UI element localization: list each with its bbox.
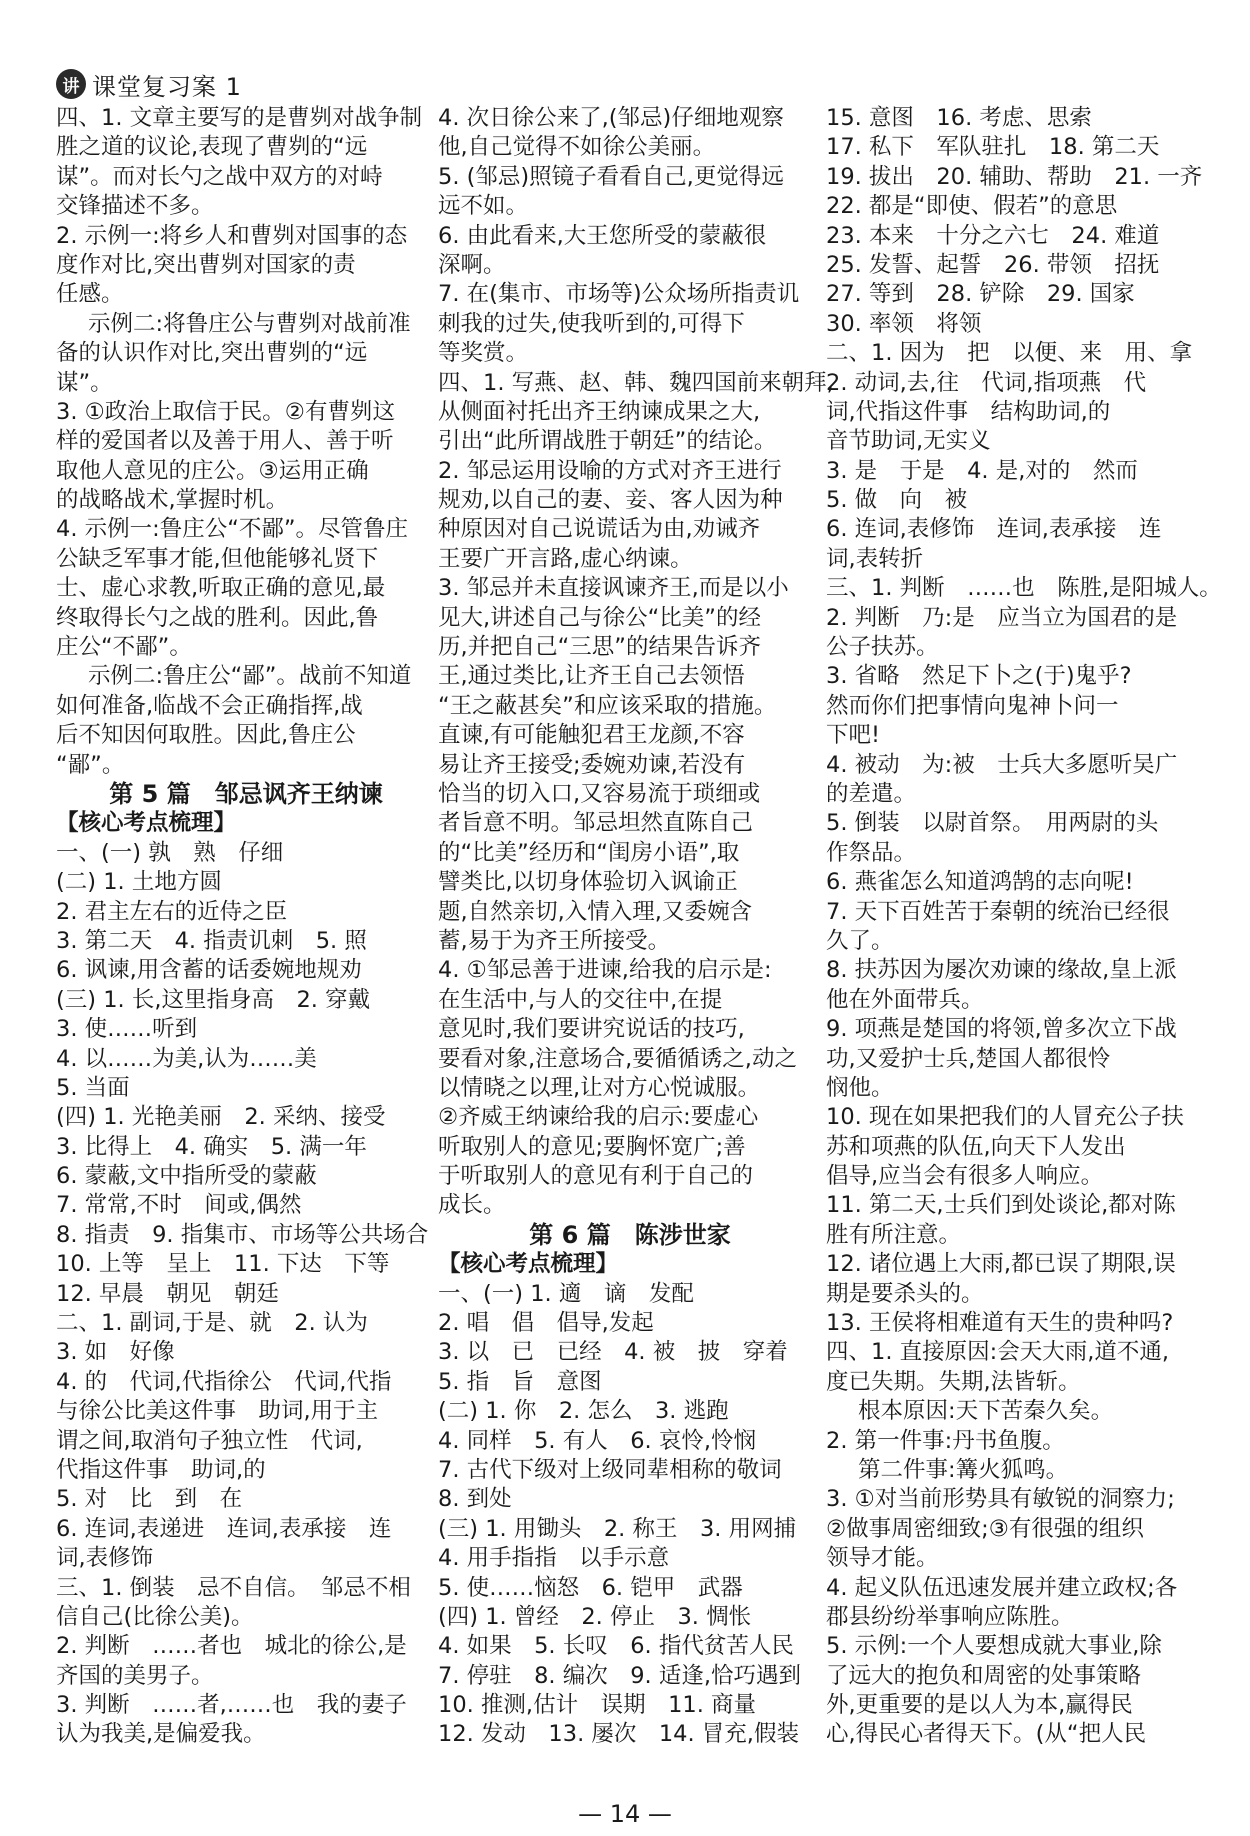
- text-line: 词,表转折: [826, 545, 924, 572]
- text-line: 4. 以……为美,认为……美: [56, 1045, 317, 1072]
- text-line: 郡县纷纷举事响应陈胜。: [826, 1603, 1074, 1630]
- text-line: 10. 上等 呈上 11. 下达 下等: [56, 1251, 390, 1278]
- text-line: 后不知因何取胜。因此,鲁庄公: [56, 722, 356, 749]
- text-line: 5. (邹忌)照镜子看看自己,更觉得远: [438, 163, 784, 190]
- text-line: 6. 讽谏,用含蓄的话委婉地规劝: [56, 957, 362, 984]
- text-line: 见大,讲述自己与徐公“比美”的经: [438, 604, 761, 631]
- text-line: 公子扶苏。: [826, 634, 939, 661]
- text-line: 3. 邹忌并未直接讽谏齐王,而是以小: [438, 575, 789, 602]
- text-line: 2. 君主左右的近侍之臣: [56, 898, 288, 925]
- text-line: 王要广开言路,虚心纳谏。: [438, 545, 693, 572]
- text-line: 历,并把自己“三思”的结果告诉齐: [438, 634, 761, 661]
- text-line: (四) 1. 光艳美丽 2. 采纳、接受: [56, 1104, 386, 1131]
- text-line: 一、(一) 孰 熟 仔细: [56, 839, 284, 866]
- text-line: 三、1. 倒装 忌不自信。 邹忌不相: [56, 1574, 411, 1601]
- text-line: 第 5 篇 邹忌讽齐王纳谏: [109, 779, 383, 808]
- text-line: 四、1. 文章主要写的是曹刿对战争制: [56, 105, 423, 131]
- text-line: 【核心考点梳理】: [438, 1251, 619, 1278]
- text-line: 远不如。: [438, 193, 529, 220]
- text-line: (三) 1. 用锄头 2. 称王 3. 用网捕: [438, 1515, 797, 1542]
- text-line: 2. 动词,去,往 代词,指项燕 代: [826, 369, 1147, 396]
- text-line: 7. 古代下级对上级同辈相称的敬词: [438, 1456, 782, 1483]
- text-line: 齐国的美男子。: [56, 1662, 214, 1689]
- text-line: 信自己(比徐公美)。: [56, 1603, 254, 1630]
- text-line: 23. 本来 十分之六七 24. 难道: [826, 222, 1160, 249]
- text-line: 5. 使……恼怒 6. 铠甲 武器: [438, 1574, 743, 1601]
- text-line: 久了。: [826, 927, 894, 954]
- text-line: 刺我的过失,使我听到的,可得下: [438, 310, 745, 337]
- text-line: 三、1. 判断 ……也 陈胜,是阳城人。: [826, 575, 1222, 602]
- text-line: 6. 由此看来,大王您所受的蒙蔽很: [438, 222, 767, 249]
- text-line: 10. 现在如果把我们的人冒充公子扶: [826, 1104, 1184, 1131]
- text-line: 胜之道的议论,表现了曹刿的“远: [56, 134, 368, 161]
- text-line: 3. 如 好像: [56, 1339, 175, 1366]
- text-line: 19. 拔出 20. 辅助、帮助 21. 一齐: [826, 163, 1203, 190]
- text-line: 2. 判断 乃:是 应当立为国君的是: [826, 604, 1178, 631]
- text-line: 规劝,以自己的妻、妾、客人因为种: [438, 487, 783, 514]
- text-line: 3. 以 已 已经 4. 被 披 穿着: [438, 1339, 788, 1366]
- text-line: 听取别人的意见;要胸怀宽广;善: [438, 1133, 746, 1160]
- text-line: “鄙”。: [56, 751, 125, 778]
- text-line: 13. 王侯将相难道有天生的贵种吗?: [826, 1310, 1174, 1337]
- text-line: 根本原因:天下苦秦久矣。: [858, 1398, 1114, 1425]
- text-line: 4. ①邹忌善于进谏,给我的启示是:: [438, 957, 772, 984]
- text-line: 3. 省略 然足下卜之(于)鬼乎?: [826, 663, 1132, 690]
- text-line: 3. ①对当前形势具有敏锐的洞察力;: [826, 1486, 1175, 1513]
- text-line: 蓄,易于为齐王所接受。: [438, 927, 671, 954]
- text-line: 与徐公比美这件事 助词,用于主: [56, 1398, 379, 1425]
- text-line: 3. 第二天 4. 指责讥刺 5. 照: [56, 927, 367, 954]
- text-line: 25. 发誓、起誓 26. 带领 招抚: [826, 251, 1160, 278]
- text-line: 的“比美”经历和“闺房小语”,取: [438, 839, 740, 866]
- text-line: 5. 对 比 到 在: [56, 1486, 243, 1513]
- text-line: 11. 第二天,士兵们到处谈论,都对陈: [826, 1192, 1176, 1219]
- text-line: 四、1. 直接原因:会天大雨,道不通,: [826, 1339, 1170, 1366]
- text-line: 10. 推测,估计 误期 11. 商量: [438, 1692, 757, 1719]
- text-line: 以情晓之以理,让对方心悦诚服。: [438, 1074, 761, 1101]
- text-line: 二、1. 因为 把 以便、来 用、拿: [826, 340, 1193, 367]
- text-line: 深啊。: [438, 251, 506, 278]
- text-line: 认为我美,是偏爱我。: [56, 1721, 266, 1748]
- text-line: 音节助词,无实义: [826, 428, 991, 455]
- text-line: 外,更重要的是以人为本,赢得民: [826, 1692, 1133, 1719]
- text-line: 15. 意图 16. 考虑、思索: [826, 105, 1092, 131]
- column-middle: [438, 104, 834, 1750]
- text-line: 取他人意见的庄公。③运用正确: [56, 457, 369, 484]
- text-line: 22. 都是“即使、假若”的意思: [826, 193, 1118, 220]
- header-title: 课堂复习案 1: [92, 72, 242, 101]
- text-line: 譬类比,以切身体验切入讽谕正: [438, 869, 738, 896]
- text-line: 者旨意不明。邹忌坦然直陈自己: [438, 810, 754, 837]
- text-line: 恰当的切入口,又容易流于琐细或: [438, 780, 761, 807]
- text-line: 7. 在(集市、市场等)公众场所指责讥: [438, 281, 800, 308]
- text-line: 2. 邹忌运用设喻的方式对齐王进行: [438, 457, 782, 484]
- text-line: 4. 用手指指 以手示意: [438, 1545, 670, 1572]
- text-line: 8. 到处: [438, 1486, 512, 1513]
- text-line: 第 6 篇 陈涉世家: [529, 1220, 731, 1249]
- text-line: 第二件事:篝火狐鸣。: [858, 1456, 1069, 1483]
- text-line: 12. 诸位遇上大雨,都已误了期限,误: [826, 1251, 1176, 1278]
- text-line: 3. 是 于是 4. 是,对的 然而: [826, 457, 1138, 484]
- text-line: (二) 1. 你 2. 怎么 3. 逃跑: [438, 1398, 729, 1425]
- text-line: 成长。: [438, 1192, 506, 1219]
- text-line: 2. 第一件事:丹书鱼腹。: [826, 1427, 1065, 1454]
- text-line: 期是要杀头的。: [826, 1280, 984, 1307]
- text-line: 直谏,有可能触犯君王龙颜,不容: [438, 722, 745, 749]
- text-line: 作祭品。: [826, 839, 917, 866]
- text-line: 于听取别人的意见有利于自己的: [438, 1163, 754, 1190]
- text-line: 的战略战术,掌握时机。: [56, 487, 289, 514]
- text-line: 示例二:鲁庄公“鄙”。战前不知道: [88, 663, 412, 690]
- text-line: 【核心考点梳理】: [56, 810, 237, 837]
- text-line: 9. 项燕是楚国的将领,曾多次立下战: [826, 1016, 1177, 1043]
- text-line: (二) 1. 土地方圆: [56, 869, 222, 896]
- text-line: 样的爱国者以及善于用人、善于听: [56, 428, 394, 455]
- text-line: 3. 判断 ……者,……也 我的妻子: [56, 1692, 407, 1719]
- text-line: 王,通过类比,让齐王自己去领悟: [438, 663, 745, 690]
- text-line: 6. 连词,表修饰 连词,表承接 连: [826, 516, 1162, 543]
- text-line: 3. 使……听到: [56, 1016, 198, 1043]
- text-line: 4. 起义队伍迅速发展并建立政权;各: [826, 1574, 1178, 1601]
- text-line: 8. 指责 9. 指集市、市场等公共场合: [56, 1221, 429, 1248]
- text-line: 引出“此所谓战胜于朝廷”的结论。: [438, 428, 777, 455]
- text-line: 5. 当面: [56, 1074, 130, 1101]
- text-line: (四) 1. 曾经 2. 停止 3. 惆怅: [438, 1603, 752, 1630]
- text-line: 题,自然亲切,入情入理,又委婉含: [438, 898, 752, 925]
- text-line: 5. 指 旨 意图: [438, 1368, 602, 1395]
- text-line: 示例二:将鲁庄公与曹刿对战前准: [88, 310, 411, 337]
- text-line: 一、(一) 1. 適 谪 发配: [438, 1280, 694, 1307]
- text-line: 12. 早晨 朝见 朝廷: [56, 1280, 279, 1307]
- text-line: 4. 次日徐公来了,(邹忌)仔细地观察: [438, 105, 784, 131]
- text-line: 5. 做 向 被: [826, 487, 968, 514]
- text-line: 胜有所注意。: [826, 1221, 962, 1248]
- text-line: 4. 被动 为:被 士兵大多愿听吴广: [826, 751, 1178, 778]
- text-line: 度作对比,突出曹刿对国家的责: [56, 251, 356, 278]
- text-line: 7. 常常,不时 间或,偶然: [56, 1192, 302, 1219]
- text-line: 17. 私下 军队驻扎 18. 第二天: [826, 134, 1160, 161]
- text-line: 了远大的抱负和周密的处事策略: [826, 1662, 1142, 1689]
- text-line: 易让齐王接受;委婉劝谏,若没有: [438, 751, 746, 778]
- text-line: 3. 比得上 4. 确实 5. 满一年: [56, 1133, 367, 1160]
- text-line: 谋”。而对长勺之战中双方的对峙: [56, 163, 383, 190]
- text-line: 任感。: [56, 281, 124, 308]
- text-line: 度已失期。失期,法皆斩。: [826, 1368, 1081, 1395]
- text-line: 30. 率领 将领: [826, 310, 982, 337]
- text-line: 6. 蒙蔽,文中指所受的蒙蔽: [56, 1163, 317, 1190]
- column-left: [56, 104, 436, 1750]
- text-line: 4. 同样 5. 有人 6. 哀怜,怜悯: [438, 1427, 757, 1454]
- text-line: 备的认识作对比,突出曹刿的“远: [56, 340, 368, 367]
- text-line: 在生活中,与人的交往中,在提: [438, 986, 723, 1013]
- text-line: 要看对象,注意场合,要循循诱之,动之: [438, 1045, 797, 1072]
- text-line: 庄公“不鄙”。: [56, 634, 192, 661]
- text-line: 谋”。: [56, 369, 113, 396]
- text-line: 悯他。: [826, 1074, 894, 1101]
- text-line: 7. 天下百姓苦于秦朝的统治已经很: [826, 898, 1170, 925]
- text-line: 等奖赏。: [438, 340, 529, 367]
- text-line: (三) 1. 长,这里指身高 2. 穿戴: [56, 986, 371, 1013]
- text-line: 2. 示例一:将乡人和曹刿对国事的态: [56, 222, 408, 249]
- text-line: 2. 唱 倡 倡导,发起: [438, 1310, 654, 1337]
- text-line: ②做事周密细致;③有很强的组织: [826, 1515, 1144, 1542]
- text-line: 的差遣。: [826, 780, 917, 807]
- text-line: 6. 连词,表递进 连词,表承接 连: [56, 1515, 392, 1542]
- text-line: 种原因对自己说谎话为由,劝诫齐: [438, 516, 761, 543]
- text-line: 他,自己觉得不如徐公美丽。: [438, 134, 716, 161]
- text-line: 6. 燕雀怎么知道鸿鹄的志向呢!: [826, 869, 1134, 896]
- text-line: 公缺乏军事才能,但他能够礼贤下: [56, 545, 379, 572]
- text-line: 交锋描述不多。: [56, 193, 214, 220]
- text-line: 终取得长勺之战的胜利。因此,鲁: [56, 604, 379, 631]
- text-line: 下吧!: [826, 722, 881, 749]
- text-line: 意见时,我们要讲究说话的技巧,: [438, 1016, 745, 1043]
- text-line: 4. 示例一:鲁庄公“不鄙”。尽管鲁庄: [56, 516, 409, 543]
- text-line: 12. 发动 13. 屡次 14. 冒充,假装: [438, 1721, 799, 1748]
- text-line: 2. 判断 ……者也 城北的徐公,是: [56, 1633, 407, 1660]
- column-right: [826, 104, 1222, 1750]
- text-line: 领导才能。: [826, 1545, 939, 1572]
- text-line: 3. ①政治上取信于民。②有曹刿这: [56, 398, 395, 425]
- text-line: 如何准备,临战不会正确指挥,战: [56, 692, 363, 719]
- text-line: 苏和项燕的队伍,向天下人发出: [826, 1133, 1126, 1160]
- text-line: 四、1. 写燕、赵、韩、魏四国前来朝拜,: [438, 369, 834, 396]
- page-header: [56, 64, 242, 104]
- text-line: 4. 的 代词,代指徐公 代词,代指: [56, 1368, 392, 1395]
- text-line: 4. 如果 5. 长叹 6. 指代贫苦人民: [438, 1633, 794, 1660]
- page-number: — 14 —: [578, 1800, 672, 1828]
- text-line: 二、1. 副词,于是、就 2. 认为: [56, 1310, 368, 1337]
- text-line: 5. 倒装 以尉首祭。 用两尉的头: [826, 810, 1159, 837]
- text-line: 7. 停驻 8. 编次 9. 适逢,恰巧遇到: [438, 1662, 802, 1689]
- text-line: 然而你们把事情向鬼神卜问一: [826, 692, 1119, 719]
- text-line: 8. 扶苏因为屡次劝谏的缘故,皇上派: [826, 957, 1177, 984]
- text-line: 功,又爱护士兵,楚国人都很怜: [826, 1045, 1111, 1072]
- text-line: 倡导,应当会有很多人响应。: [826, 1163, 1104, 1190]
- text-line: 从侧面衬托出齐王纳谏成果之大,: [438, 398, 761, 425]
- text-line: 27. 等到 28. 铲除 29. 国家: [826, 281, 1135, 308]
- text-line: 代指这件事 助词,的: [56, 1456, 266, 1483]
- text-line: 谓之间,取消句子独立性 代词,: [56, 1427, 363, 1454]
- text-line: 词,代指这件事 结构助词,的: [826, 398, 1111, 425]
- text-line: 士、虚心求教,听取正确的意见,最: [56, 575, 386, 602]
- text-line: 心,得民心者得天下。(从“把人民: [826, 1721, 1147, 1748]
- text-line: 他在外面带兵。: [826, 986, 984, 1013]
- text-line: “王之蔽甚矣”和应该采取的措施。: [438, 692, 777, 719]
- text-line: ②齐威王纳谏给我的启示:要虚心: [438, 1104, 759, 1131]
- logo-icon: 讲: [56, 69, 86, 99]
- text-line: 5. 示例:一个人要想成就大事业,除: [826, 1633, 1162, 1660]
- text-line: 词,表修饰: [56, 1545, 154, 1572]
